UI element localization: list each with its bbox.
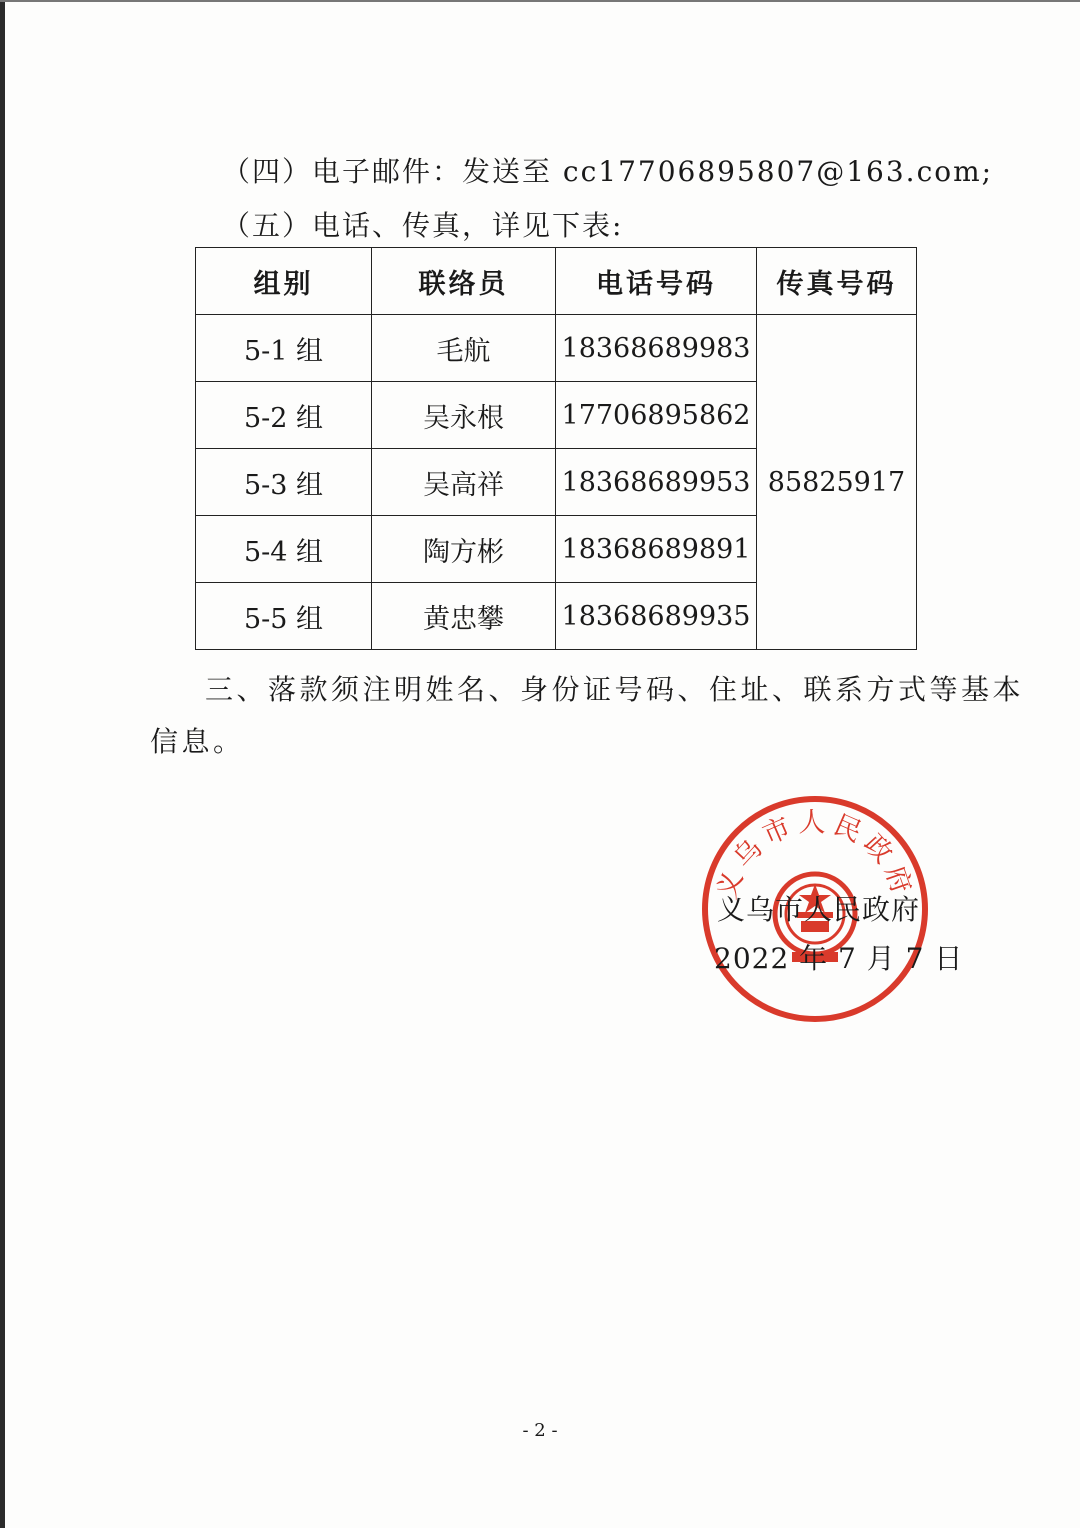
table-row (196, 315, 917, 382)
email-paragraph: （四）电子邮件：发送至 cc17706895807@163.com; (222, 155, 994, 188)
cell-contact: 吴永根 (372, 382, 556, 449)
cell-group: 5-1 组 (196, 315, 372, 382)
cell-fax: 85825917 (757, 315, 917, 650)
cell-phone: 18368689953 (556, 449, 757, 516)
cell-phone: 18368689935 (556, 583, 757, 650)
seal-arc-text: 义乌市人民政府 (711, 807, 919, 904)
phone-fax-paragraph: （五）电话、传真，详见下表: (222, 209, 624, 242)
header-phone: 电话号码 (556, 248, 757, 315)
cell-group: 5-4 组 (196, 516, 372, 583)
note-paragraph-line2: 信息。 (150, 725, 245, 758)
header-contact: 联络员 (372, 248, 556, 315)
cell-contact: 吴高祥 (372, 449, 556, 516)
signature-date: 2022 年 7 月 7 日 (714, 942, 964, 975)
header-group: 组别 (196, 248, 372, 315)
table-header-row (196, 248, 917, 315)
cell-phone: 18368689983 (556, 315, 757, 382)
page-number: - 2 - (522, 1420, 558, 1441)
cell-phone: 18368689891 (556, 516, 757, 583)
cell-contact: 陶方彬 (372, 516, 556, 583)
note-paragraph-line1: 三、落款须注明姓名、身份证号码、住址、联系方式等基本 (205, 673, 1025, 706)
cell-group: 5-5 组 (196, 583, 372, 650)
cell-group: 5-2 组 (196, 382, 372, 449)
contact-table (195, 247, 917, 650)
scan-edge-left (0, 0, 5, 1528)
header-fax: 传真号码 (757, 248, 917, 315)
cell-contact: 黄忠攀 (372, 583, 556, 650)
cell-phone: 17706895862 (556, 382, 757, 449)
cell-contact: 毛航 (372, 315, 556, 382)
cell-group: 5-3 组 (196, 449, 372, 516)
signature-org: 义乌市人民政府 (717, 893, 921, 926)
scan-edge-top (0, 0, 1080, 2)
